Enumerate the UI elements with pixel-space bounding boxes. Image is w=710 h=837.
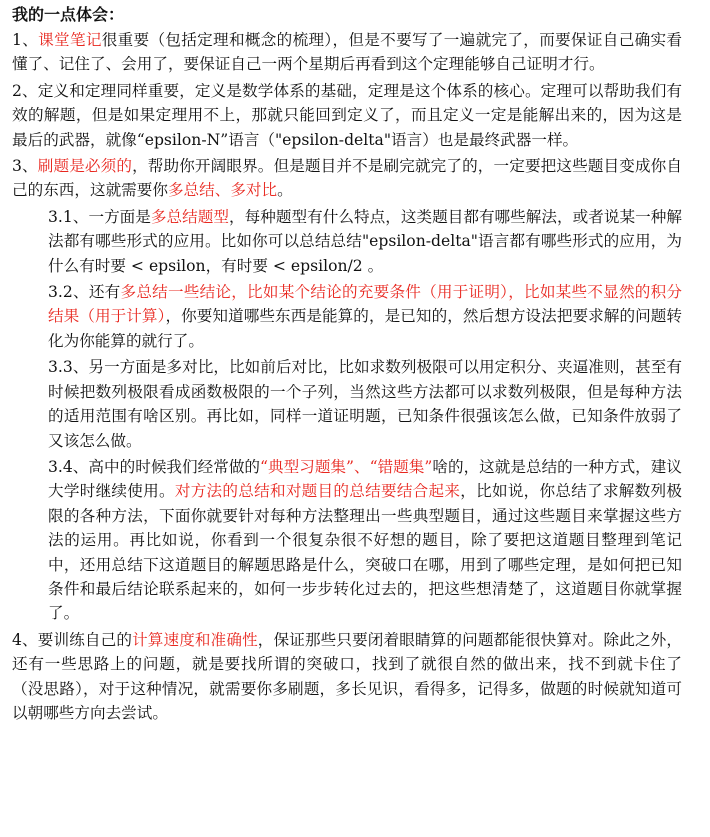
p31-text-b: ，每种题型有什么特点，这类题目都有哪些解法，或者说某一种解法都有哪些形式的应用。比如你可以总结总结"epsilon-delta"语言都有哪些形式的应用，为什么有时要 < epsilon，有时要 < epsilon/2 。 — [48, 207, 682, 275]
paragraph-4 — [12, 628, 682, 726]
document — [12, 4, 682, 727]
p4-text-b: ，保证那些只要闭着眼睛算的问题都能很快算对。除此之外，还有一些思路上的问题，就是要找所谓的突破口，找到了就很自然的做出来，找不到就卡住了（没思路），对于这种情况，就需要你多刷题，多长见识，看得多，记得多，做题的时候就知道可以朝哪些方向去尝试。 — [12, 630, 682, 722]
p32-text-b: ，你要知道哪些东西是能算的，是已知的，然后想方设法把要求解的问题转化为你能算的就行了。 — [48, 307, 682, 350]
p4-text-a: 4、要训练自己的 — [12, 630, 133, 649]
p31-text-a: 3.1、一方面是 — [48, 207, 151, 226]
p1-text-b: 很重要（包括定理和概念的梳理），但是不要写了一遍就完了，而要保证自己确实看懂了、记住了、会用了，要保证自己一两个星期后再看到这个定理能够自己证明才行。 — [12, 31, 682, 74]
paragraph-3-3 — [48, 355, 682, 453]
p33-text-a: 3.3、另一方面是多对比，比如前后对比，比如求数列极限可以用定积分、夹逼准则，甚至有时候把数列极限看成函数极限的一个子列，当然这些方法都可以求数列极限，但是每种方法的适用范围有啥区别。再比如，同样一道证明题，已知条件很强该怎么做，已知条件放弱了又该怎么做。 — [48, 358, 682, 450]
p3-highlight-2: 多总结、多对比 — [167, 181, 278, 200]
paragraph-2 — [12, 79, 682, 152]
p34-text-c: ，比如说，你总结了求解数列极限的各种方法，下面你就要针对每种方法整理出一些典型题目，通过这些题目来掌握这些方法的运用。再比如说，你看到一个很复杂很不好想的题目，除了要把这道题目整理到笔记中，还用总结下这道题目的解题思路是什么，突破口在哪，用到了哪些定理，是如何把已知条件和最后结论联系起来的，如何一步步转化过去的，把这些想清楚了，这道题目你就掌握了。 — [48, 482, 682, 623]
p1-text-a: 1、 — [12, 31, 39, 49]
p3-text-c: 。 — [277, 181, 293, 200]
paragraph-3 — [12, 154, 682, 203]
p1-highlight-1: 课堂笔记 — [38, 31, 102, 49]
paragraph-3-4 — [48, 455, 682, 626]
paragraph-1 — [12, 28, 682, 77]
p34-highlight-1: “典型习题集”、“错题集” — [260, 457, 433, 476]
p31-highlight-1: 多总结题型 — [150, 207, 230, 226]
p2-text-a: 2、定义和定理同样重要，定义是数学体系的基础，定理是这个体系的核心。定理可以帮助我们有效的解题，但是如果定理用不上，那就只能回到定义了，而且定义一定是能解出来的，因为这是最后的武器，就像“epsilon-N”语言（"epsilon-delta"语言）也是最终武器一样。 — [12, 81, 682, 149]
p34-text-a: 3.4、高中的时候我们经常做的 — [48, 457, 261, 476]
p4-highlight-1: 计算速度和准确性 — [132, 630, 258, 649]
p34-highlight-2: 对方法的总结和对题目的总结要结合起来 — [174, 482, 461, 501]
p3-text-a: 3、 — [12, 157, 38, 176]
page-title: 我的一点体会： — [12, 5, 125, 24]
p3-text-b: ，帮助你开阔眼界。但是题目并不是刷完就完了的，一定要把这些题目变成你自己的东西，这就需要你 — [12, 157, 682, 200]
p32-highlight-1: 多总结一些结论，比如某个结论的充要条件（用于证明），比如某些不显然的积分结果（用于计算） — [48, 283, 682, 326]
p32-text-a: 3.2、还有 — [48, 283, 121, 302]
paragraph-3-1 — [48, 205, 682, 278]
p3-highlight-1: 刷题是必须的 — [37, 157, 133, 176]
paragraph-3-2 — [48, 280, 682, 353]
p34-text-b: 啥的，这就是总结的一种方式，建议大学时继续使用。 — [48, 457, 682, 501]
